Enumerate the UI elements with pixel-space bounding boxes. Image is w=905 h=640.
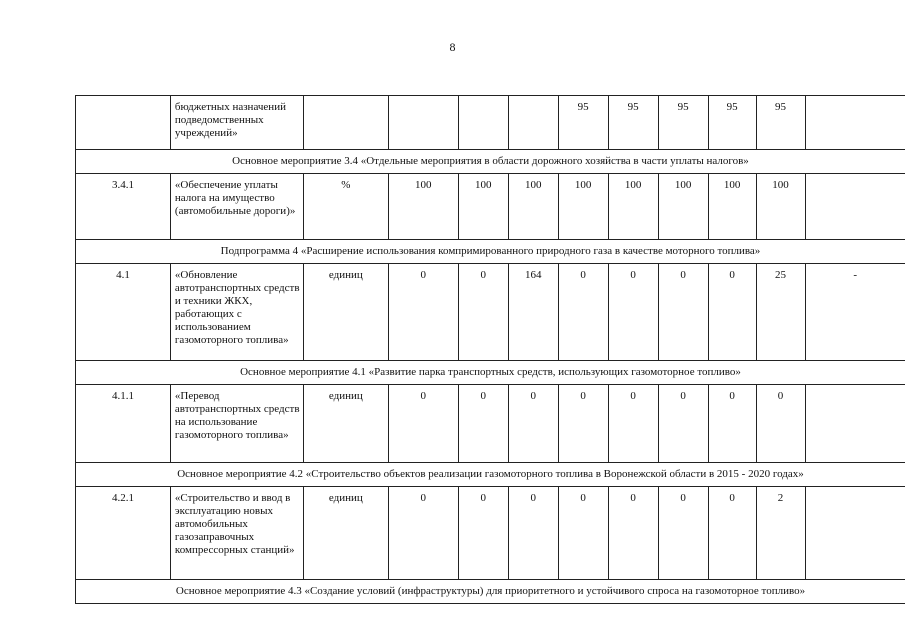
value-cell: 0 [508,487,558,580]
value-cell: 95 [708,96,756,150]
value-cell: 0 [458,264,508,361]
row-name-cell: «Обновление автотранспортных средств и техники ЖКХ, работающих с использованием газомоторного топлива» [170,264,303,361]
value-cell: 100 [508,174,558,240]
row-note-cell: - [805,264,905,361]
row-name-cell: «Строительство и ввод в эксплуатацию новых автомобильных газозаправочных компрессорных станций» [170,487,303,580]
row-code-cell [76,96,171,150]
table-row [76,264,905,361]
value-cell [508,96,558,150]
section-header-row [76,580,905,604]
section-header-row [76,240,905,264]
section-title: Основное мероприятие 3.4 «Отдельные мероприятия в области дорожного хозяйства в части уплаты налогов» [76,150,905,174]
section-title: Основное мероприятие 4.2 «Строительство объектов реализации газомоторного топлива в Воронежской области в 2015 - 2020 годах» [76,463,905,487]
value-cell: 95 [658,96,708,150]
table-row [76,174,905,240]
value-cell: 0 [708,487,756,580]
value-cell: 0 [756,385,805,463]
value-cell: 100 [756,174,805,240]
row-unit-cell: % [303,174,388,240]
value-cell: 100 [558,174,608,240]
row-unit-cell: единиц [303,385,388,463]
value-cell: 0 [458,385,508,463]
row-name-cell: «Перевод автотранспортных средств на использование газомоторного топлива» [170,385,303,463]
table-body [76,96,905,604]
value-cell: 0 [608,264,658,361]
value-cell: 0 [658,487,708,580]
value-cell: 164 [508,264,558,361]
section-title: Основное мероприятие 4.3 «Создание условий (инфраструктуры) для приоритетного и устойчивого спроса на газомоторное топливо» [76,580,905,604]
value-cell: 95 [608,96,658,150]
value-cell: 0 [558,385,608,463]
value-cell: 0 [388,385,458,463]
row-note-cell [805,174,905,240]
row-name-cell: «Обеспечение уплаты налога на имущество (автомобильные дороги)» [170,174,303,240]
row-unit-cell: единиц [303,264,388,361]
row-unit-cell [303,96,388,150]
section-title: Подпрограмма 4 «Расширение использования компримированного природного газа в качестве моторного топлива» [76,240,905,264]
value-cell [458,96,508,150]
value-cell [388,96,458,150]
table-row [76,487,905,580]
row-name-cell: бюджетных назначений подведомственных учреждений» [170,96,303,150]
page-number: 8 [449,40,456,54]
row-code-cell: 4.1 [76,264,171,361]
value-cell: 2 [756,487,805,580]
section-header-row [76,463,905,487]
value-cell: 100 [388,174,458,240]
indicators-table [75,95,905,604]
value-cell: 0 [508,385,558,463]
value-cell: 0 [658,264,708,361]
section-header-row [76,361,905,385]
row-note-cell [805,385,905,463]
value-cell: 100 [458,174,508,240]
value-cell: 100 [708,174,756,240]
value-cell: 0 [658,385,708,463]
value-cell: 0 [708,385,756,463]
value-cell: 95 [558,96,608,150]
value-cell: 0 [388,264,458,361]
value-cell: 0 [608,487,658,580]
table-row [76,96,905,150]
row-code-cell: 4.2.1 [76,487,171,580]
value-cell: 100 [608,174,658,240]
value-cell: 0 [458,487,508,580]
value-cell: 0 [388,487,458,580]
value-cell: 0 [558,264,608,361]
row-note-cell [805,487,905,580]
value-cell: 95 [756,96,805,150]
value-cell: 0 [608,385,658,463]
table-row [76,385,905,463]
value-cell: 0 [558,487,608,580]
row-unit-cell: единиц [303,487,388,580]
value-cell: 25 [756,264,805,361]
row-note-cell [805,96,905,150]
section-header-row [76,150,905,174]
row-code-cell: 3.4.1 [76,174,171,240]
row-code-cell: 4.1.1 [76,385,171,463]
value-cell: 0 [708,264,756,361]
section-title: Основное мероприятие 4.1 «Развитие парка транспортных средств, использующих газомоторное топливо» [76,361,905,385]
value-cell: 100 [658,174,708,240]
